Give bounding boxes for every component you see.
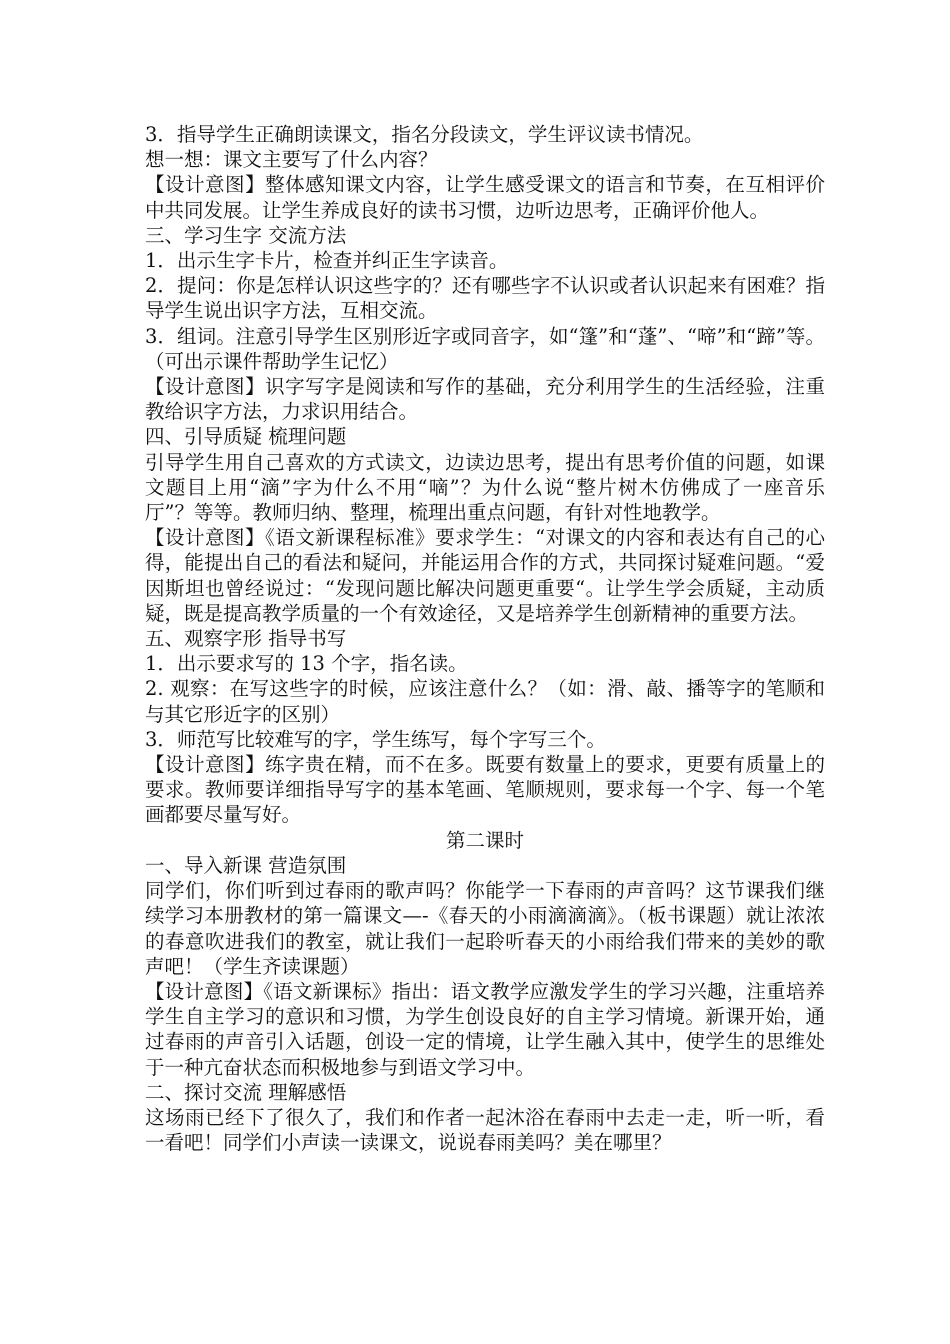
section-5-step-1: 1．出示要求写的 13 个字，指名读。: [145, 652, 468, 676]
section-3-step-1: 1．出示生字卡片，检查并纠正生字读音。: [145, 249, 509, 273]
section-5-step-2: 2. 观察：在写这些字的时候，应该注意什么？（如：滑、敲、播等字的笔顺和与其它形近字的区别）: [145, 677, 825, 726]
design-intent-1: 【设计意图】整体感知课文内容，让学生感受课文的语言和节奏，在互相评价中共同发展。让学生养成良好的读书习惯，边听边思考，正确评价他人。: [145, 173, 825, 222]
design-intent-2: 【设计意图】识字写字是阅读和写作的基础，充分利用学生的生活经验，注重教给识字方法，力求识用结合。: [145, 375, 825, 424]
section-heading-5: 五、观察字形 指导书写: [145, 627, 347, 651]
document-body: [145, 122, 825, 1155]
lesson-2-title: 第二课时: [445, 828, 524, 852]
think-question: 想一想：课文主要写了什么内容？: [145, 148, 438, 172]
lesson-2-intro-body: 同学们，你们听到过春雨的歌声吗？你能学一下春雨的声音吗？这节课我们继续学习本册教材的第一篇课文—-《春天的小雨滴滴滴》。（板书课题）就让浓浓的春意吹进我们的教室，就让我们一起聆听春天的小雨给我们带来的美妙的歌声吧！（学生齐读课题）: [145, 879, 825, 978]
section-3-step-3: 3．组词。注意引导学生区别形近字或同音字，如“篷”和“蓬”、“啼”和“蹄”等。（可出示课件帮助学生记忆）: [145, 324, 825, 373]
section-5-step-3: 3．师范写比较难写的字，学生练写，每个字写三个。: [145, 727, 606, 751]
section-3-step-2: 2．提问：你是怎样认识这些字的？还有哪些字不认识或者认识起来有困难？指导学生说出识字方法，互相交流。: [145, 274, 825, 323]
design-intent-4: 【设计意图】练字贵在精，而不在多。既要有数量上的要求，更要有质量上的要求。教师要详细指导写字的基本笔画、笔顺规则，要求每一个字、每一个笔画都要尽量写好。: [145, 753, 825, 827]
section-heading-3: 三、学习生字 交流方法: [145, 223, 347, 247]
lesson-2-heading-2: 二、探讨交流 理解感悟: [145, 1080, 347, 1104]
design-intent-5: 【设计意图】《语文新课标》指出：语文教学应激发学生的学习兴趣，注重培养学生自主学习的意识和习惯，为学生创设良好的自主学习情境。新课开始，通过春雨的声音引入话题，创设一定的情境，让学生融入其中，使学生的思维处于一种亢奋状态而积极地参与到语文学习中。: [145, 979, 825, 1079]
step-3-read-aloud: 3．指导学生正确朗读课文，指名分段读文，学生评议读书情况。: [145, 123, 704, 146]
section-heading-4: 四、引导质疑 梳理问题: [145, 425, 347, 449]
section-4-body: 引导学生用自己喜欢的方式读文，边读边思考，提出有思考价值的问题，如课文题目上用“滴”字为什么不用“嘀”？为什么说“整片树木仿佛成了一座音乐厅”？等等。教师归纳、整理，梳理出重点问题，有针对性地教学。: [145, 450, 825, 525]
lesson-2-heading-1: 一、导入新课 营造氛围: [145, 853, 347, 877]
lesson-2-discuss-body: 这场雨已经下了很久了，我们和作者一起沐浴在春雨中去走一走，听一听，看一看吧！同学们小声读一读课文，说说春雨美吗？美在哪里？: [145, 1105, 825, 1155]
design-intent-3: 【设计意图】《语文新课程标准》要求学生：“对课文的内容和表达有自己的心得，能提出自己的看法和疑问，并能运用合作的方式，共同探讨疑难问题。“爱因斯坦也曾经说过：“发现问题比解决问题更重要“。让学生学会质疑，主动质疑，既是提高教学质量的一个有效途径，又是培养学生创新精神的重要方法。: [145, 526, 825, 625]
